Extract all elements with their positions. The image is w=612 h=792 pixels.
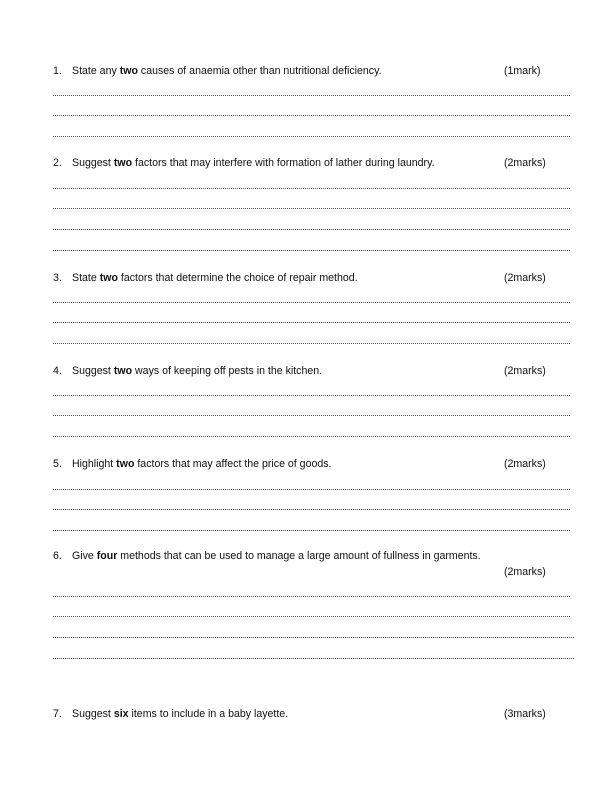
question-1 xyxy=(53,64,553,78)
question-2-marks: (2marks) xyxy=(504,157,546,169)
emphasis: two xyxy=(113,365,133,377)
question-text: Give four methods that can be used to manage a large amount of fullness in garments. xyxy=(72,550,481,562)
question-number: 3. xyxy=(53,272,62,284)
question-text: Highlight two factors that may affect the price of goods. xyxy=(72,458,332,470)
answer-line[interactable] xyxy=(53,250,570,251)
answer-line[interactable] xyxy=(53,343,570,344)
question-number: 6. xyxy=(53,550,62,562)
question-number: 2. xyxy=(53,157,62,169)
answer-line[interactable] xyxy=(53,658,574,659)
answer-line[interactable] xyxy=(53,229,570,230)
answer-line[interactable] xyxy=(53,436,570,437)
question-3 xyxy=(53,271,553,285)
answer-line[interactable] xyxy=(53,415,570,416)
answer-line[interactable] xyxy=(53,322,570,323)
question-5 xyxy=(53,457,553,471)
answer-line[interactable] xyxy=(53,509,570,510)
question-number: 5. xyxy=(53,458,62,470)
question-2 xyxy=(53,156,553,170)
answer-line[interactable] xyxy=(53,188,570,189)
answer-line[interactable] xyxy=(53,395,570,396)
question-6-marks: (2marks) xyxy=(504,566,546,578)
question-text: Suggest six items to include in a baby layette. xyxy=(72,708,289,720)
emphasis: four xyxy=(96,550,118,562)
answer-line[interactable] xyxy=(53,302,570,303)
answer-line[interactable] xyxy=(53,616,570,617)
answer-line[interactable] xyxy=(53,115,570,116)
answer-line[interactable] xyxy=(53,596,570,597)
question-text: State two factors that determine the choice of repair method. xyxy=(72,272,358,284)
question-7 xyxy=(53,707,553,721)
answer-line[interactable] xyxy=(53,95,570,96)
answer-line[interactable] xyxy=(53,136,570,137)
question-1-marks: (1mark) xyxy=(504,65,541,77)
question-7-marks: (3marks) xyxy=(504,708,546,720)
answer-line[interactable] xyxy=(53,208,570,209)
answer-line[interactable] xyxy=(53,489,570,490)
emphasis: two xyxy=(113,157,133,169)
question-5-marks: (2marks) xyxy=(504,458,546,470)
question-number: 1. xyxy=(53,65,62,77)
answer-line[interactable] xyxy=(53,637,574,638)
question-text: Suggest two factors that may interfere with formation of lather during laundry. xyxy=(72,157,435,169)
question-6 xyxy=(53,549,553,563)
question-4-marks: (2marks) xyxy=(504,365,546,377)
emphasis: two xyxy=(99,272,118,284)
answer-line[interactable] xyxy=(53,530,570,531)
question-number: 4. xyxy=(53,365,62,377)
question-text: Suggest two ways of keeping off pests in the kitchen. xyxy=(72,365,323,377)
question-text: State any two causes of anaemia other than nutritional deficiency. xyxy=(72,65,382,77)
question-3-marks: (2marks) xyxy=(504,272,546,284)
emphasis: two xyxy=(119,65,138,77)
emphasis: six xyxy=(113,708,129,720)
emphasis: two xyxy=(116,458,135,470)
question-4 xyxy=(53,364,553,378)
question-number: 7. xyxy=(53,708,62,720)
